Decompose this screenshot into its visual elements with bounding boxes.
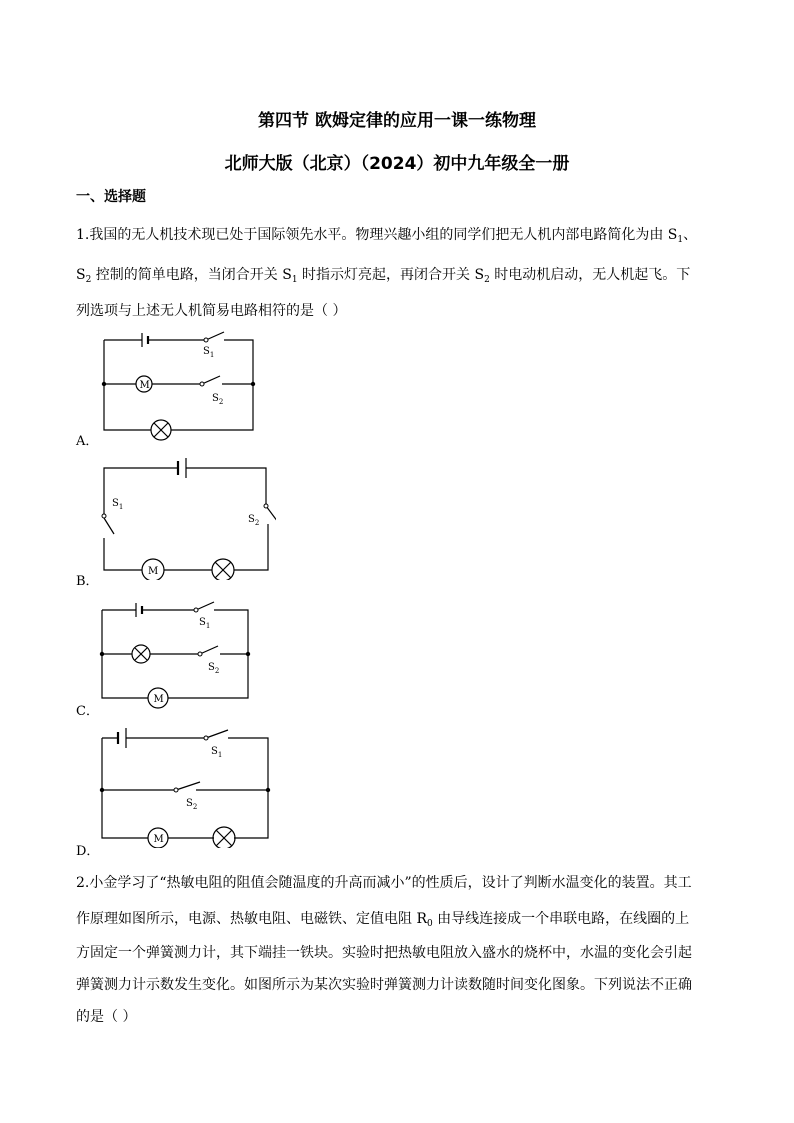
q1-line-2: $S_2$ 控制的简单电路，当闭合开关 $S_1$ 时指示灯亮起，再闭合开关 $S_2$ 时电动机启动，无人机起飞。下 (76, 267, 691, 285)
motor-label: M (139, 380, 150, 391)
q2-line-4: 弹簧测力计示数发生变化。如图所示为某次实验时弹簧测力计读数随时间变化图象。下列说法不正确 (76, 977, 692, 993)
motor-label: M (148, 566, 159, 577)
switch-s2-label: $S_2$ (186, 798, 198, 811)
q1-line-3: 列选项与上述无人机简易电路相符的是（ ） (76, 303, 347, 319)
section-heading: 一、选择题 (76, 189, 146, 205)
option-c-label: C． (76, 704, 99, 719)
circuit-diagram-b (96, 458, 276, 580)
page-title: 第四节 欧姆定律的应用一课一练物理 (258, 111, 536, 131)
circuit-diagram-d (96, 726, 276, 848)
switch-s1-label: $S_1$ (199, 617, 211, 630)
switch-s2-label: $S_2$ (248, 514, 260, 527)
q2-line-5: 的是（ ） (76, 1009, 137, 1025)
q1-line-1: 1.我国的无人机技术现已处于国际领先水平。物理兴趣小组的同学们把无人机内部电路简化为由 $S_1$、 (76, 227, 698, 245)
motor-label: M (153, 694, 164, 705)
switch-s2-label: $S_2$ (208, 662, 220, 675)
q2-line-2: 作原理如图所示，电源、热敏电阻、电磁铁、定值电阻 $R_0$ 由导线连接成一个串联电路，在线圈的上 (76, 911, 690, 929)
circuit-diagram-a (96, 330, 266, 442)
switch-s1-label: $S_1$ (203, 346, 215, 359)
q2-line-3: 方固定一个弹簧测力计，其下端挂一铁块。实验时把热敏电阻放入盛水的烧杯中，水温的变化会引起 (76, 945, 692, 961)
q2-line-1: 2.小金学习了“热敏电阻的阻值会随温度的升高而减小”的性质后，设计了判断水温变化的装置。其工 (76, 875, 692, 891)
option-b-label: B． (76, 574, 99, 589)
page-subtitle: 北师大版（北京）（2024）初中九年级全一册 (224, 154, 570, 174)
motor-label: M (153, 834, 164, 845)
option-d-label: D． (76, 844, 100, 859)
switch-s2-label: $S_2$ (212, 393, 224, 406)
circuit-diagram-c (96, 600, 256, 712)
switch-s1-label: $S_1$ (211, 746, 223, 759)
switch-s1-label: $S_1$ (112, 498, 124, 511)
option-a-label: A． (76, 434, 99, 449)
